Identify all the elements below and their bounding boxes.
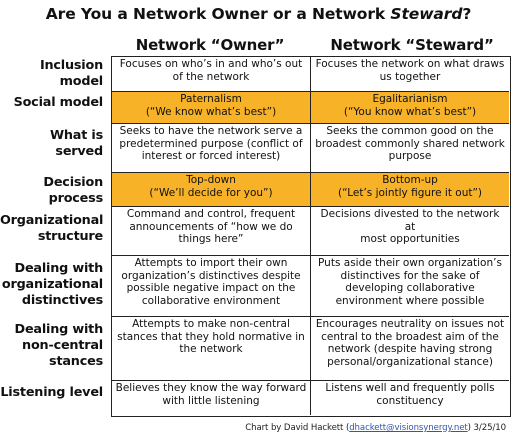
comparison-table: [111, 56, 511, 417]
cell-steward-what-is-served: Seeks the common good on the broadest commonly shared network purpose: [311, 124, 509, 173]
column-header-owner: Network “Owner”: [135, 36, 285, 54]
cell-steward-inclusion-model: Focuses the network on what draws us together: [311, 57, 509, 92]
cell-owner-non-central-stances: Attempts to make non-central stances that they hold normative in the network: [112, 317, 311, 381]
cell-steward-organizational-distinctives: Puts aside their own organization’s distinctives for the sake of developing collaborative environment where possible: [311, 256, 509, 317]
cell-owner-organizational-structure: Command and control, frequent announcements of “how we do things here”: [112, 207, 311, 256]
row-label-social-model: Social model: [13, 95, 103, 110]
cell-steward-decision-process: Bottom-up (“Let’s jointly figure it out”): [311, 173, 509, 207]
cell-owner-what-is-served: Seeks to have the network serve a predetermined purpose (conflict of interest or forced interest): [112, 124, 311, 173]
cell-steward-listening-level: Listens well and frequently polls constituency: [325, 382, 495, 407]
column-header-steward: Network “Steward”: [330, 36, 494, 54]
row-label-inclusion-model: Inclusion model: [39, 58, 103, 89]
cell-owner-decision-process: Top-down (“We’ll decide for you”): [112, 173, 311, 207]
cell-owner-organizational-distinctives: Attempts to import their own organization’s distinctives despite possible negative impact on the collaborative environment: [112, 256, 311, 317]
row-label-organizational-structure: Organizational structure: [0, 213, 104, 244]
row-label-non-central-stances: Dealing with non-central stances: [14, 322, 103, 369]
row-label-decision-process: Decision process: [43, 175, 103, 206]
cell-steward-organizational-structure: Decisions divested to the network at most opportunities: [311, 207, 509, 256]
cell-steward-social-model: Egalitarianism (“You know what’s best”): [311, 92, 509, 124]
cell-steward-non-central-stances: Encourages neutrality on issues not central to the broadest aim of the network (despite having strong personal/organizational stance): [311, 317, 509, 381]
cell-owner-social-model: Paternalism (“We know what’s best”): [112, 92, 311, 124]
page-title: Are You a Network Owner or a Network Steward?: [45, 5, 472, 23]
row-label-listening-level: Listening level: [0, 385, 103, 400]
cell-owner-listening-level: Believes they know the way forward with little listening: [112, 381, 311, 415]
cell-owner-inclusion-model: Focuses on who’s in and who’s out of the network: [112, 57, 311, 92]
row-label-what-is-served: What is served: [49, 128, 103, 159]
chart-credit: Chart by David Hackett (dhackett@visionsynergy.net) 3/25/10: [245, 423, 506, 433]
row-label-organizational-distinctives: Dealing with organizational distinctives: [1, 261, 103, 308]
credit-email-link[interactable]: dhackett@visionsynergy.net: [349, 423, 468, 433]
